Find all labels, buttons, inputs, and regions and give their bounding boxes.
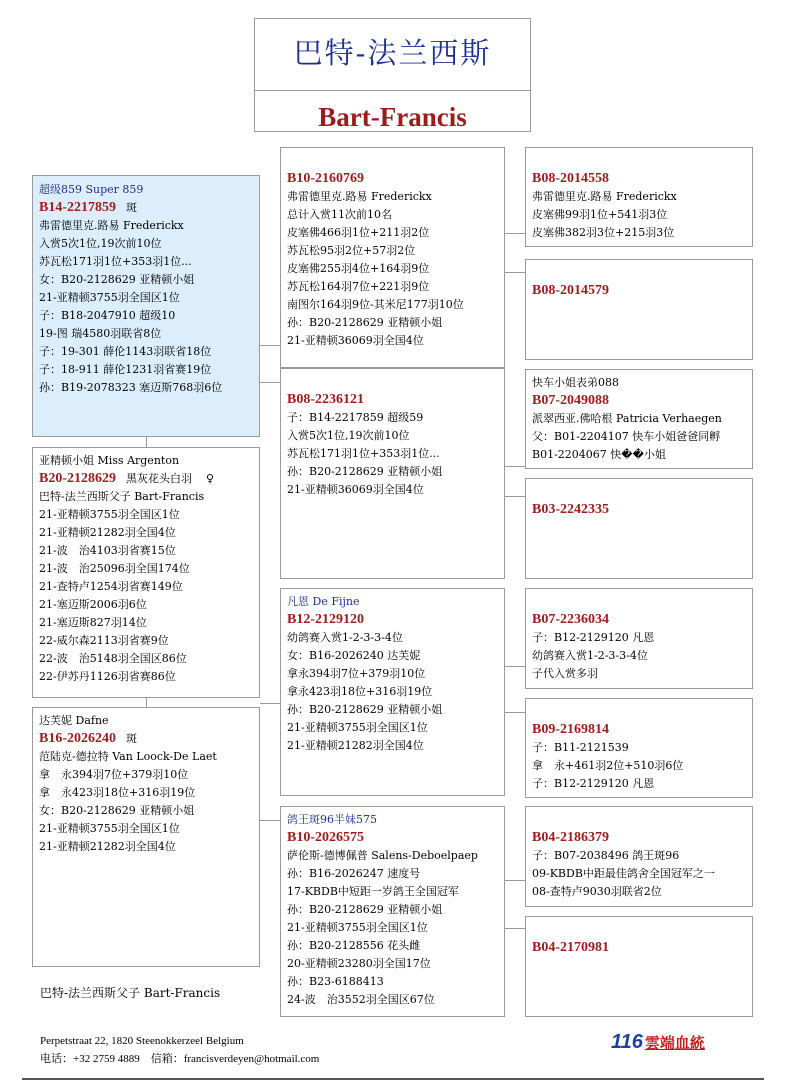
detail-line: 入赏5次1位,19次前10位 xyxy=(287,429,410,442)
detail-line: 21-亚精顿3755羽全国区1位 xyxy=(287,721,428,734)
detail-line: 子：B12-2129120 凡恩 xyxy=(532,631,655,644)
pedigree-card-sire xyxy=(32,175,260,437)
detail-line: 孙：B20-2128629 亚精顿小姐 xyxy=(287,703,443,716)
detail-line: 总计入赏11次前10名 xyxy=(287,208,392,221)
connector-line xyxy=(260,820,280,821)
ring-number: B08-2236121 xyxy=(287,392,364,407)
connector-line xyxy=(505,928,525,929)
connector-line xyxy=(505,233,525,234)
pedigree-card-gg3 xyxy=(525,369,753,469)
page-title-chinese: 巴特-法兰西斯 xyxy=(293,36,492,70)
detail-line: 09-KBDB中距最佳鸽舍全国冠军之一 xyxy=(532,867,715,880)
detail-line: 拿 永423羽18位+316羽19位 xyxy=(39,786,196,799)
ring-number: B07-2049088 xyxy=(532,393,609,408)
detail-line: 苏瓦松171羽1位+353羽1位... xyxy=(287,447,440,460)
detail-line: 子：B18-2047910 超级10 xyxy=(39,309,176,322)
pedigree-card-gg1 xyxy=(525,147,753,247)
detail-line: 21-波 治4103羽省赛15位 xyxy=(39,544,176,557)
connector-line xyxy=(260,345,280,346)
detail-line: 17-KBDB中短距一岁鸽王全国冠军 xyxy=(287,885,459,898)
detail-line: 巴特-法兰西斯父子 Bart-Francis xyxy=(39,490,205,503)
detail-line: 皮塞佛255羽4位+164羽9位 xyxy=(287,262,430,275)
detail-line: 子：B12-2129120 凡恩 xyxy=(532,777,655,790)
detail-line: 子代入赏多羽 xyxy=(532,667,598,680)
ring-number xyxy=(39,730,253,748)
detail-line: 孙：B20-2128556 花头雌 xyxy=(287,939,421,952)
logo-number: 116 xyxy=(611,1031,643,1053)
detail-line: 女：B20-2128629 亚精顿小姐 xyxy=(39,273,195,286)
pedigree-card-subject xyxy=(32,447,260,698)
detail-line: 21-亚精顿3755羽全国区1位 xyxy=(287,921,428,934)
detail-line: 子：B07-2038496 鸽王斑96 xyxy=(532,849,680,862)
detail-line: 皮塞佛382羽3位+215羽3位 xyxy=(532,226,675,239)
detail-line: 范陆克-德拉特 Van Loock-De Laet xyxy=(39,750,217,763)
detail-line: 幼鸽赛入赏1-2-3-3-4位 xyxy=(287,631,403,644)
detail-line: 21-塞迈斯2006羽6位 xyxy=(39,598,147,611)
pedigree-card-gg2 xyxy=(525,259,753,360)
pedigree-card-dam-sire xyxy=(280,588,505,796)
detail-line: 弗雷德里克.路易 Frederickx xyxy=(532,190,677,203)
detail-line: 孙：B20-2128629 亚精顿小姐 xyxy=(287,316,443,329)
address-text: Perpetstraat 22, 1820 Steenokkerzeel Belgium xyxy=(40,1035,244,1047)
detail-line: B01-2204067 快��小姐 xyxy=(532,448,666,461)
detail-line: 20-亚精顿23280羽全国17位 xyxy=(287,957,431,970)
card-nickname: 快车小姐表弟088 xyxy=(532,376,619,389)
connector-line xyxy=(505,880,525,881)
logo-text: 雲端血統 xyxy=(644,1035,705,1052)
detail-line: 子：B11-2121539 xyxy=(532,741,629,754)
connector-line xyxy=(146,437,147,447)
detail-line: 派翠西亚.佛哈根 Patricia Verhaegen xyxy=(532,412,722,425)
bottom-divider xyxy=(22,1078,764,1080)
detail-line: 孙：B19-2078323 塞迈斯768羽6位 xyxy=(39,381,223,394)
ring-number: B10-2026575 xyxy=(287,830,364,845)
ring-number: B08-2014579 xyxy=(532,283,609,298)
contact-text: 电话：+32 2759 4889 信箱：francisverdeyen@hotmail.com xyxy=(40,1053,320,1065)
detail-line: 拿 永+461羽2位+510羽6位 xyxy=(532,759,684,772)
detail-line: 子：B14-2217859 超级59 xyxy=(287,411,424,424)
detail-line: 21-亚精顿3755羽全国区1位 xyxy=(39,291,180,304)
ring-number: B07-2236034 xyxy=(532,612,609,627)
detail-line: 21-亚精顿36069羽全国4位 xyxy=(287,334,424,347)
detail-line: 21-亚精顿36069羽全国4位 xyxy=(287,483,424,496)
detail-line: 子：19-301 薛伦1143羽联省18位 xyxy=(39,345,212,358)
detail-line: 子：18-911 薛伦1231羽省赛19位 xyxy=(39,363,212,376)
detail-line: 22-威尔森2113羽省赛9位 xyxy=(39,634,169,647)
ring-number-text: B16-2026240 xyxy=(39,731,116,746)
detail-line: 08-查特卢9030羽联省2位 xyxy=(532,885,662,898)
page-title-english: Bart-Francis xyxy=(318,102,467,132)
connector-line xyxy=(505,712,525,713)
detail-line: 拿永423羽18位+316羽19位 xyxy=(287,685,433,698)
detail-line: 苏瓦松171羽1位+353羽1位... xyxy=(39,255,192,268)
connector-line xyxy=(505,496,525,497)
detail-line: 皮塞佛99羽1位+541羽3位 xyxy=(532,208,668,221)
detail-line: 拿 永394羽7位+379羽10位 xyxy=(39,768,189,781)
detail-line: 孙：B20-2128629 亚精顿小姐 xyxy=(287,465,443,478)
ring-number: B03-2242335 xyxy=(532,502,609,517)
ring-number: B09-2169814 xyxy=(532,722,609,737)
detail-line: 22-伊苏丹1126羽省赛86位 xyxy=(39,670,176,683)
ring-number xyxy=(39,470,253,488)
detail-line: 孙：B16-2026247 速度号 xyxy=(287,867,421,880)
detail-line: 19-图 瑞4580羽联省8位 xyxy=(39,327,162,340)
detail-line: 拿永394羽7位+379羽10位 xyxy=(287,667,426,680)
detail-line: 21-亚精顿21282羽全国4位 xyxy=(287,739,424,752)
pedigree-card-sire-dam xyxy=(280,368,505,579)
ring-number: B04-2186379 xyxy=(532,830,609,845)
ring-number xyxy=(39,199,253,217)
detail-line: 弗雷德里克.路易 Frederickx xyxy=(39,219,184,232)
pedigree-card-dam xyxy=(32,707,260,967)
color-label: 黑灰花头白羽 xyxy=(126,472,192,485)
detail-line: 21-塞迈斯827羽14位 xyxy=(39,616,147,629)
female-symbol-icon: ♀ xyxy=(206,472,215,485)
detail-line: 入赏5次1位,19次前10位 xyxy=(39,237,162,250)
detail-line: 21-波 治25096羽全国174位 xyxy=(39,562,190,575)
title-divider xyxy=(255,90,530,91)
card-nickname: 凡恩 De Fijne xyxy=(287,595,360,608)
detail-line: 弗雷德里克.路易 Frederickx xyxy=(287,190,432,203)
connector-line xyxy=(146,698,147,707)
owner-name: 巴特-法兰西斯父子 Bart-Francis xyxy=(40,986,221,1000)
pedigree-card-dam-dam xyxy=(280,806,505,1017)
detail-line: 21-亚精顿21282羽全国4位 xyxy=(39,840,176,853)
contact-block xyxy=(40,1032,319,1068)
pedigree-card-gg6 xyxy=(525,698,753,798)
detail-line: 女：B16-2026240 达芙妮 xyxy=(287,649,421,662)
detail-line: 南图尔164羽9位-其米尼177羽10位 xyxy=(287,298,464,311)
pedigree-card-gg4 xyxy=(525,478,753,579)
detail-line: 孙：B23-6188413 xyxy=(287,975,384,988)
detail-line: 21-亚精顿3755羽全国区1位 xyxy=(39,508,180,521)
detail-line: 24-波 治3552羽全国区67位 xyxy=(287,993,435,1006)
pedigree-card-gg8 xyxy=(525,916,753,1017)
brand-logo xyxy=(611,1031,705,1054)
ring-number: B10-2160769 xyxy=(287,171,364,186)
pedigree-card-gg5 xyxy=(525,588,753,689)
color-label: 斑 xyxy=(126,201,137,214)
detail-line: 女：B20-2128629 亚精顿小姐 xyxy=(39,804,195,817)
connector-line xyxy=(505,272,525,273)
connector-line xyxy=(260,703,280,704)
detail-line: 21-亚精顿21282羽全国4位 xyxy=(39,526,176,539)
connector-line xyxy=(505,666,525,667)
detail-line: 21-查特卢1254羽省赛149位 xyxy=(39,580,183,593)
detail-line: 幼鸽赛入赏1-2-3-3-4位 xyxy=(532,649,648,662)
connector-line xyxy=(505,466,525,467)
detail-line: 父：B01-2204107 快车小姐爸爸同孵 xyxy=(532,430,721,443)
card-nickname: 超级859 Super 859 xyxy=(39,183,144,196)
pedigree-card-sire-sire xyxy=(280,147,505,368)
ring-number: B04-2170981 xyxy=(532,940,609,955)
ring-number: B08-2014558 xyxy=(532,171,609,186)
ring-number: B12-2129120 xyxy=(287,612,364,627)
pedigree-card-gg7 xyxy=(525,806,753,907)
card-nickname: 亚精顿小姐 Miss Argenton xyxy=(39,454,180,467)
color-label: 斑 xyxy=(126,732,137,745)
detail-line: 21-亚精顿3755羽全国区1位 xyxy=(39,822,180,835)
card-nickname: 鸽王斑96半妹575 xyxy=(287,813,377,826)
detail-line: 苏瓦松95羽2位+57羽2位 xyxy=(287,244,416,257)
detail-line: 苏瓦松164羽7位+221羽9位 xyxy=(287,280,430,293)
ring-number-text: B14-2217859 xyxy=(39,200,116,215)
connector-line xyxy=(260,382,280,383)
detail-line: 22-波 治5148羽全国区86位 xyxy=(39,652,187,665)
title-box xyxy=(254,18,531,132)
detail-line: 萨伦斯-德博佩普 Salens-Deboelpaep xyxy=(287,849,478,862)
card-nickname: 达芙妮 Dafne xyxy=(39,714,109,727)
detail-line: 孙：B20-2128629 亚精顿小姐 xyxy=(287,903,443,916)
ring-number-text: B20-2128629 xyxy=(39,471,116,486)
detail-line: 皮塞佛466羽1位+211羽2位 xyxy=(287,226,430,239)
